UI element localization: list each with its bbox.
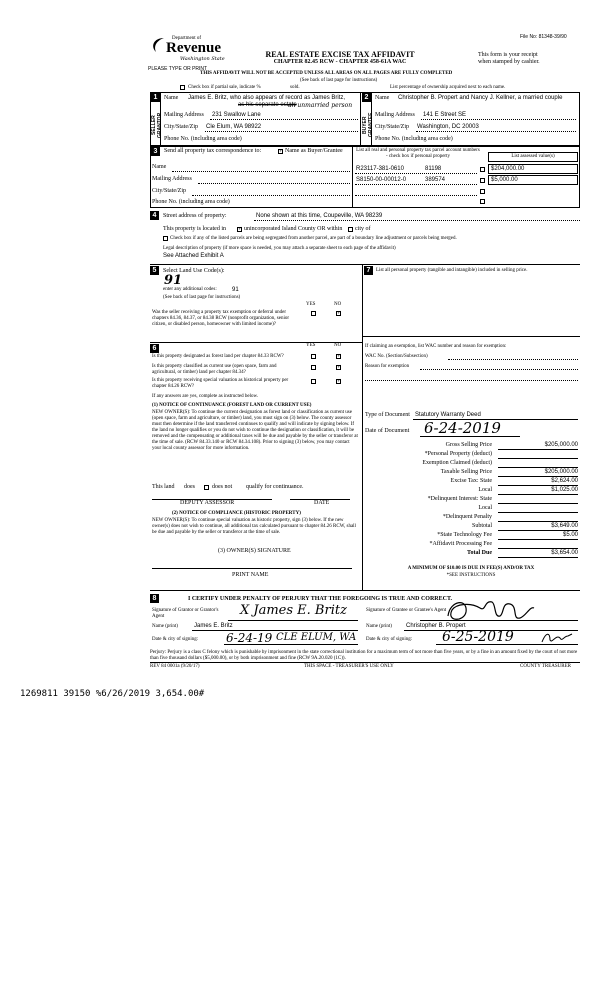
parcel-4-personal-checkbox[interactable] [480,199,485,204]
additional-codes-label: enter any additional codes: [163,287,217,292]
q1-yes-checkbox[interactable] [311,311,316,316]
exemption-label: If claiming an exemption, list WAC number and reason for exemption: [365,344,507,349]
corr-address-label: Mailing Address [152,176,192,182]
buyer-city-label: City/State/Zip [375,124,409,130]
parcel-2-code: 389574 [425,177,446,183]
form-subtitle: CHAPTER 82.45 RCW - CHAPTER 458-61A WAC [273,59,407,65]
land-does-not: does not [212,484,233,490]
partial-sale-sold: sold. [290,85,300,90]
seller-phone-label: Phone No. (including area code) [164,136,242,142]
dor-logo [150,36,230,66]
parcels-header: List all real and personal property tax parcel account numbers - check box if personal property [356,148,480,159]
tax-label-gross: Gross Selling Price [445,442,492,448]
partial-sale-label: Check box if partial sale, indicate % [188,85,261,90]
city-of-checkbox[interactable] [348,227,353,232]
parcel-1-personal-checkbox[interactable] [480,167,485,172]
segregated-checkbox[interactable] [163,236,168,241]
partial-sale-checkbox[interactable] [180,85,185,90]
land-use-label: Select Land Use Code(s): [163,268,225,274]
tax-label-taxable: Taxable Selling Price [440,469,492,475]
q4-text: Is this property receiving special valuation as historical property per chapter 84.26 RCW? [152,378,289,389]
q4-no-checkbox[interactable]: ✓ [337,379,342,384]
tax-value-tech-fee: $5.00 [562,532,578,538]
same-as-buyer-label: Name as Buyer/Grantee [285,148,343,154]
tax-value-taxable: $205,000.00 [544,469,578,475]
perjury-note: Perjury: Perjury is a class C felony which is punishable by imprisonment in the state correctional institution for a maximum term of not more than five years, or by a fine in an amount fixed by the court of not more than five thousand dollars ($5,000.00), or by both imprisonment and fine (RCW 9A.20.020 (1C)). [150,650,578,661]
section-6-number: 6 [150,344,159,353]
section-5-number: 5 [150,266,159,275]
land-label: This land [152,484,175,490]
grantee-date-value: 6-25-2019 [442,629,514,645]
tax-value-local: $1,025.00 [551,487,578,493]
parcel-2-personal-checkbox[interactable] [480,178,485,183]
see-back-note: (See back of last page for instructions) [300,78,378,83]
corr-city-label: City/State/Zip [152,188,186,194]
buyer-city-value: Washington, DC 20003 [417,124,479,130]
county-treasurer-label: COUNTY TREASURER [520,664,571,669]
city-of-label: city of [355,226,371,232]
seller-name-struck: as his separate estate [238,102,297,108]
buyer-name-label: Name [375,95,390,101]
q3-text: Is this property classified as current use (open space, farm and agricultural, or timber) land per chapter 84.34? [152,364,277,375]
buyer-phone-label: Phone No. (including area code) [375,136,453,142]
correspondence-send-label: Send all property tax correspondence to: [164,148,262,154]
section-1-number: 1 [151,93,160,102]
tax-label-total: Total Due [467,550,492,556]
personal-property-label: List all personal property (tangible and intangible) included in selling price. [376,268,528,273]
tax-label-local: Local [478,487,492,493]
if-yes-note: If any answers are yes, complete as instructed below. [152,394,259,399]
street-label: Street address of property: [163,213,227,219]
grantor-sig-label: Signature of Grantor or Grantor's Agent [152,608,219,619]
ownership-note: List percentage of ownership acquired next to each name. [390,85,506,90]
notice1-body: NEW OWNER(S): To continue the current designation as forest land or classification as current use (open space, farm and agriculture, or timber) land, you must sign on (3) below. The county assessor must then determine if the land transferred continues to qualify and will indicate by signing below. If the land no longer qualifies or you do not wish to continue the designation or classification, it will be removed and the compensating or additional taxes will be due and payable by the seller or transferor at the time of sale. (RCW 84.33.140 or RCW 84.34.108). Prior to signing (3) below, you may contact your local county assessor for more information. [152,410,358,451]
q3-yes-checkbox[interactable] [311,365,316,370]
assessed-header: List assessed value(s) [511,154,555,159]
doc-type-value: Statutory Warranty Deed [415,412,481,418]
located-label: This property is located in [163,226,226,232]
tax-label-personal: *Personal Property (deduct) [424,451,492,457]
q4-yes-checkbox[interactable] [311,379,316,384]
doc-type-label: Type of Document [365,412,410,418]
receipt-note-2: when stamped by cashier. [478,59,540,65]
land-does: does [184,484,195,490]
deputy-date-label: DATE [314,500,330,506]
buyer-address-value: 141 E Street SE [423,112,467,118]
q2-yes-checkbox[interactable] [311,354,316,359]
seller-name-label: Name [164,95,179,101]
grantee-name-label: Name (print) [366,624,392,629]
land-qualify: qualify for continuance. [246,484,304,490]
q1-text: Was the seller receiving a property tax exemption or deferral under chapters 84.36, 84.37, or 84.38 RCW (nonprofit organization, senior citizen, or disabled person, homeowner with limited income)? [152,310,290,327]
section-8-number: 8 [150,594,159,603]
doc-date-label: Date of Document [365,428,410,434]
seller-city-label: City/State/Zip [164,124,198,130]
parcel-2-number: S8150-00-00012-0 [356,177,407,183]
tax-value-subtotal: $3,649.00 [551,523,578,529]
grantee-signature [440,596,540,626]
legal-label: Legal description of property (if more space is needed, you may attach a separate sheet to each page of the affidavit) [163,246,396,251]
tax-label-affidavit-fee: *Affidavit Processing Fee [429,541,492,547]
section-7-number: 7 [364,266,373,275]
additional-codes-value: 91 [232,287,239,293]
form-title: REAL ESTATE EXCISE TAX AFFIDAVIT [265,50,415,59]
street-value: None shown at this time, Coupeville, WA 98239 [256,213,383,219]
yes-header-1: YES [306,302,316,307]
notice2-title: (2) NOTICE OF COMPLIANCE (HISTORIC PROPERTY) [172,511,301,516]
deputy-assessor-label: DEPUTY ASSESSOR [180,500,235,506]
tax-value-total: $3,654.00 [551,550,578,556]
q1-no-checkbox[interactable]: ✓ [337,311,342,316]
grantee-name-value: Christopher B. Propert [406,623,466,629]
parcel-3-personal-checkbox[interactable] [480,189,485,194]
print-name-label: PRINT NAME [232,572,269,578]
certification-statement: I CERTIFY UNDER PENALTY OF PERJURY THAT THE FOREGOING IS TRUE AND CORRECT. [188,596,453,602]
tax-label-subtotal: Subtotal [471,523,492,529]
legal-value: See Attached Exhibit A [163,253,224,259]
seller-name-handwritten: an unmarried person [288,102,353,109]
rev-number: REV 84 0001a (9/20/17) [150,664,200,669]
tax-label-state: Excise Tax: State [450,478,492,484]
tax-label-delinq-local: Local [478,505,492,511]
seller-name-value: James E. Britz, who also appears of record as James Britz, [188,95,346,101]
parcel-1-code: 81198 [425,166,442,172]
q3-no-checkbox[interactable]: ✓ [337,365,342,370]
tax-label-delinq-state: *Delinquent Interest: State [427,496,492,502]
buyer-address-label: Mailing Address [375,112,415,118]
file-number: File No: 81348-39/90 [520,34,567,40]
seller-address-value: 231 Swallow Lane [212,112,261,118]
grantor-date-label: Date & city of signing: [152,637,199,642]
land-use-see-back: (See back of last page for instructions) [163,295,241,300]
parcel-1-number: R23117-381-0610 [356,166,404,172]
notice2-body: NEW OWNER(S): To continue special valuation as historic property, sign (3) below. If the new owner(s) does not wish to continue, all additional tax calculated pursuant to chapter 84.26 RCW, shall be due and payable by the seller or transferor at the time of sale. [152,518,356,535]
wac-label: WAC No. (Section/Subsection) [365,354,428,359]
notice1-title: (1) NOTICE OF CONTINUANCE (FOREST LAND OR CURRENT USE) [152,403,312,408]
same-as-buyer-checkbox[interactable]: ✓ [279,149,284,154]
see-instructions-note: *SEE INSTRUCTIONS [446,573,496,578]
grantee-sig-label: Signature of Grantee or Grantee's Agent [366,608,447,613]
section-4-number: 4 [150,211,159,220]
unincorporated-checkbox[interactable]: ✓ [238,227,243,232]
tax-label-exemption: Exemption Claimed (deduct) [422,460,492,466]
owner-signature-label: (3) OWNER(S) SIGNATURE [218,548,291,554]
land-use-handwritten: 91 [164,273,183,288]
buyer-side-label: BUYER GRANTEE [362,112,374,138]
grantor-signature: X James E. Britz [240,603,347,618]
segregated-label: Check box if any of the listed parcels are being segregated from another parcel, are part of a boundary line adjustment or parcels being merged. [170,236,457,241]
seller-side-label: SELLER GRANTOR [151,112,163,138]
doc-date-value: 6-24-2019 [424,419,501,437]
print-note: PLEASE TYPE OR PRINT [148,66,208,72]
no-header-1: NO [334,302,342,307]
corr-phone-label: Phone No. (including area code) [152,199,230,205]
parcel-1-value: $204,000.00 [491,166,525,172]
dor-state-label: Washington State [180,56,225,62]
grantor-name-value: James E. Britz [194,623,233,629]
grantor-date-value: 6-24-19 [226,631,273,645]
grantor-name-label: Name (print) [152,624,178,629]
minimum-due-note: A MINIMUM OF $10.00 IS DUE IN FEE(S) AND/OR TAX [407,566,535,571]
grantor-city-value: CLE ELUM, WA [276,632,357,643]
seller-city-value: Cle Elum, WA 98922 [206,124,262,130]
corr-name-label: Name [152,164,167,170]
yes-header-2: YES [306,343,316,348]
no-header-2: NO [334,343,342,348]
dor-dept-label: Department of [172,36,202,41]
tax-label-penalty: *Delinquent Penalty [442,514,492,520]
dor-revenue-wordmark: Revenue [166,40,221,56]
receipt-note-1: This form is your receipt [478,52,538,58]
grantee-date-label: Date & city of signing: [366,637,413,642]
buyer-name-value: Christopher B. Propert and Nancy J. Kellner, a married couple [398,95,563,101]
does-checkbox[interactable] [204,485,209,490]
exemption-reason-label: Reason for exemption [365,364,410,369]
tax-value-gross: $205,000.00 [544,442,578,448]
located-value: unincorporated Island County OR within [244,226,343,232]
tax-value-state: $2,624.00 [551,478,578,484]
treasurer-stamp: 1269811 39150 %6/26/2019 3,654.00# [20,689,205,699]
section-2-number: 2 [362,93,371,102]
acceptance-warning: THIS AFFIDAVIT WILL NOT BE ACCEPTED UNLESS ALL AREAS ON ALL PAGES ARE FULLY COMPLETED [200,71,453,76]
seller-address-label: Mailing Address [164,112,204,118]
parcel-2-value: $5,000.00 [491,177,518,183]
treasurer-space-label: THIS SPACE - TREASURER'S USE ONLY [304,664,394,669]
q2-no-checkbox[interactable]: ✓ [337,354,342,359]
q2-text: Is this property designated as forest land per chapter 84.33 RCW? [152,354,284,359]
section-3-number: 3 [151,147,160,156]
tax-label-tech-fee: *State Technology Fee [437,532,492,538]
dor-swoosh-icon [150,36,166,54]
